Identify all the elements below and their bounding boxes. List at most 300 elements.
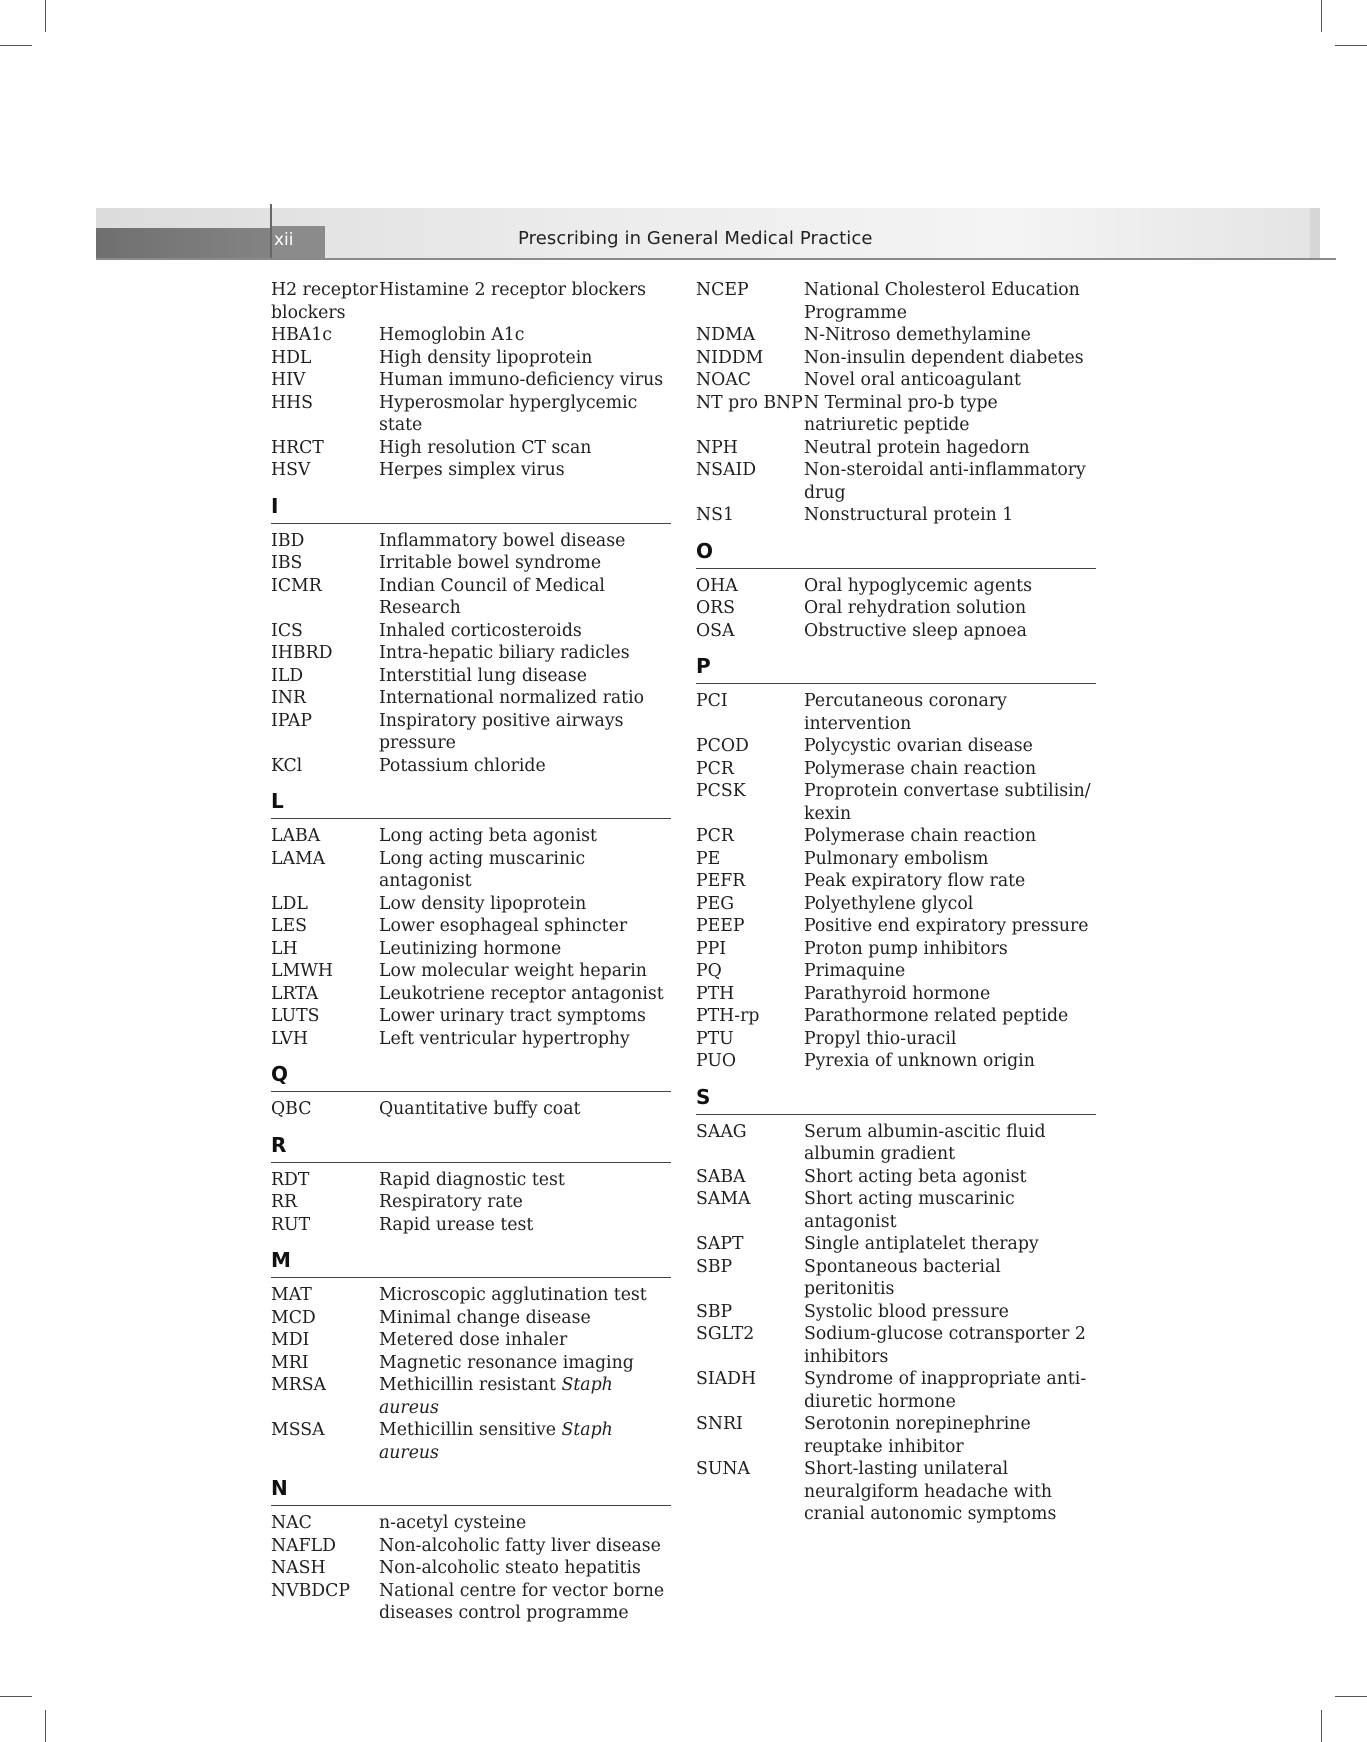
page-number: xii bbox=[274, 230, 294, 250]
abbreviation: OSA bbox=[696, 620, 735, 641]
abbreviation-row bbox=[271, 324, 671, 347]
abbreviation-row bbox=[271, 1374, 671, 1419]
definition-text: N-Nitroso demethylamine bbox=[804, 325, 1031, 345]
abbreviation: IPAP bbox=[271, 710, 312, 731]
abbreviation: NCEP bbox=[696, 280, 749, 300]
definition-text: Magnetic resonance imaging bbox=[379, 1352, 634, 1373]
definition bbox=[804, 915, 1096, 938]
definition-text: Short acting beta agonist bbox=[804, 1166, 1027, 1187]
definition bbox=[804, 1121, 1096, 1166]
abbreviation: SAAG bbox=[696, 1121, 747, 1142]
abbreviation: PPI bbox=[696, 938, 727, 959]
abbreviation-row bbox=[696, 1256, 1096, 1301]
crop-mark-top-right-v bbox=[1321, 0, 1322, 32]
abbreviation: NVBDCP bbox=[271, 1580, 351, 1601]
abbreviation: SAMA bbox=[696, 1189, 751, 1209]
abbreviation-row bbox=[271, 665, 671, 688]
abbreviation-row bbox=[696, 597, 1096, 620]
definition bbox=[379, 848, 671, 893]
definition-text: Obstructive sleep apnoea bbox=[804, 620, 1027, 641]
definition-text: International normalized ratio bbox=[379, 688, 645, 708]
definition bbox=[804, 1050, 1096, 1073]
abbreviation: LAMA bbox=[271, 848, 326, 869]
abbreviation: KCl bbox=[271, 755, 303, 776]
definition bbox=[804, 870, 1096, 893]
definition-text: Herpes simplex virus bbox=[379, 460, 565, 480]
abbreviation: PUO bbox=[696, 1051, 737, 1071]
definition-text: Methicillin sensitive bbox=[379, 1420, 557, 1440]
abbreviation-row bbox=[696, 1368, 1096, 1413]
abbreviation: MSSA bbox=[271, 1420, 325, 1440]
definition-text: National Cholesterol Education Programme bbox=[804, 280, 1080, 323]
abbreviation-row bbox=[696, 938, 1096, 961]
abbreviation: PEFR bbox=[696, 871, 746, 891]
abbreviation: IHBRD bbox=[271, 643, 333, 663]
definition bbox=[379, 1557, 671, 1580]
definition-text: Parathyroid hormone bbox=[804, 983, 991, 1004]
abbreviation-row bbox=[271, 960, 671, 983]
definition bbox=[804, 1028, 1096, 1051]
definition bbox=[804, 1005, 1096, 1028]
definition bbox=[804, 347, 1096, 370]
definition-text: Polymerase chain reaction bbox=[804, 826, 1037, 846]
abbreviation: SBP bbox=[696, 1301, 733, 1322]
abbreviation-row bbox=[696, 893, 1096, 916]
abbreviation-row bbox=[271, 392, 671, 437]
definition bbox=[379, 369, 671, 392]
definition bbox=[804, 848, 1096, 871]
abbreviation-row bbox=[696, 392, 1096, 437]
abbreviation: SNRI bbox=[696, 1414, 743, 1434]
definition-text: Non-insulin dependent diabetes bbox=[804, 347, 1084, 368]
abbreviation: MRSA bbox=[271, 1375, 327, 1395]
definition bbox=[379, 620, 671, 643]
definition-text: Metered dose inhaler bbox=[379, 1330, 568, 1350]
abbreviation-section bbox=[271, 279, 671, 482]
section-letter-heading: M bbox=[271, 1236, 671, 1278]
definition-text: Sodium-glucose cotransporter 2 inhibitors bbox=[804, 1324, 1086, 1367]
abbreviation-row bbox=[696, 575, 1096, 598]
definition bbox=[804, 960, 1096, 983]
definition bbox=[804, 825, 1096, 848]
definition-text: Spontaneous bacterial peritonitis bbox=[804, 1256, 1001, 1299]
abbreviation: NASH bbox=[271, 1558, 326, 1578]
abbreviation: NAFLD bbox=[271, 1535, 336, 1556]
definition bbox=[379, 437, 671, 460]
abbreviation-section bbox=[271, 1121, 671, 1237]
abbreviation: SAPT bbox=[696, 1234, 744, 1254]
definition-text: Histamine 2 receptor blockers bbox=[379, 280, 647, 300]
abbreviation: IBS bbox=[271, 553, 303, 573]
definition bbox=[804, 1166, 1096, 1189]
abbreviation-section bbox=[271, 1464, 671, 1625]
abbreviation: QBC bbox=[271, 1099, 312, 1119]
abbreviation-row bbox=[271, 710, 671, 755]
definition-text: Short-lasting unilateral neuralgiform headache with cranial autonomic symptoms bbox=[804, 1459, 1057, 1524]
definition-text: Polymerase chain reaction bbox=[804, 758, 1037, 779]
definition bbox=[379, 893, 671, 916]
section-letter-heading: L bbox=[271, 777, 671, 819]
abbreviation-row bbox=[271, 1419, 671, 1464]
definition-text: Systolic blood pressure bbox=[804, 1301, 1009, 1322]
abbreviation: RR bbox=[271, 1192, 298, 1212]
header-rule bbox=[96, 258, 1336, 260]
abbreviation: PCI bbox=[696, 691, 728, 711]
definition-italic: Staph aureus bbox=[379, 1375, 613, 1418]
abbreviation-row bbox=[271, 1169, 671, 1192]
abbreviation-section bbox=[696, 527, 1096, 643]
abbreviation: HHS bbox=[271, 392, 313, 413]
definition-text: Potassium chloride bbox=[379, 755, 546, 776]
definition-text: Proprotein convertase subtilisin/ kexin bbox=[804, 781, 1091, 824]
crop-mark-bottom-left-v bbox=[45, 1710, 46, 1742]
abbreviation: blockers bbox=[271, 302, 346, 323]
definition-text: Primaquine bbox=[804, 961, 906, 981]
definition bbox=[804, 459, 1096, 504]
section-letter-heading: S bbox=[696, 1073, 1096, 1115]
abbreviation-row bbox=[696, 758, 1096, 781]
abbreviation-row bbox=[696, 1301, 1096, 1324]
definition-text: Indian Council of Medical Research bbox=[379, 575, 605, 618]
abbreviation: IBD bbox=[271, 530, 305, 551]
abbreviation-row bbox=[271, 1005, 671, 1028]
abbreviation-row bbox=[271, 687, 671, 710]
abbreviation: ICS bbox=[271, 620, 303, 641]
section-letter-heading: Q bbox=[271, 1050, 671, 1092]
abbreviation: HBA1c bbox=[271, 325, 332, 345]
abbreviation-row bbox=[271, 1214, 671, 1237]
definition bbox=[804, 1233, 1096, 1256]
abbreviation: NT pro BNP bbox=[696, 392, 803, 413]
abbreviation: SUNA bbox=[696, 1459, 751, 1479]
definition-text: Microscopic agglutination test bbox=[379, 1285, 647, 1305]
abbreviation: NAC bbox=[271, 1513, 312, 1533]
abbreviation-row bbox=[696, 437, 1096, 460]
definition-text: High resolution CT scan bbox=[379, 437, 592, 458]
abbreviation: PCR bbox=[696, 758, 734, 779]
definition bbox=[379, 983, 671, 1006]
abbreviation: LDL bbox=[271, 893, 308, 914]
definition-text: Low density lipoprotein bbox=[379, 893, 587, 914]
abbreviation-row bbox=[696, 1166, 1096, 1189]
definition bbox=[804, 437, 1096, 460]
definition-text: Inflammatory bowel disease bbox=[379, 530, 626, 551]
definition-text: Nonstructural protein 1 bbox=[804, 505, 1014, 525]
definition-text: Propyl thio-uracil bbox=[804, 1028, 957, 1049]
abbreviation-row bbox=[696, 459, 1096, 504]
definition-text: Non-steroidal anti-inflammatory drug bbox=[804, 460, 1086, 503]
abbreviation: PQ bbox=[696, 961, 722, 981]
definition-text: Syndrome of inappropriate anti-diuretic hormone bbox=[804, 1369, 1087, 1412]
abbreviation-row bbox=[696, 735, 1096, 758]
definition-text: Left ventricular hypertrophy bbox=[379, 1028, 630, 1049]
abbreviation: MAT bbox=[271, 1285, 312, 1305]
definition bbox=[379, 755, 671, 778]
definition bbox=[804, 1323, 1096, 1368]
abbreviation: NOAC bbox=[696, 370, 751, 390]
crop-mark-bottom-left-h bbox=[0, 1696, 32, 1697]
definition bbox=[379, 1098, 671, 1121]
definition bbox=[804, 620, 1096, 643]
definition bbox=[379, 575, 671, 620]
abbreviation-row bbox=[271, 938, 671, 961]
abbreviation: HDL bbox=[271, 347, 312, 368]
abbreviation-row bbox=[271, 279, 671, 302]
definition-text: Short acting muscarinic antagonist bbox=[804, 1189, 1015, 1232]
definition-text: Interstitial lung disease bbox=[379, 665, 587, 686]
section-letter-heading: P bbox=[696, 642, 1096, 684]
abbreviation: RUT bbox=[271, 1214, 311, 1235]
abbreviation-row bbox=[271, 369, 671, 392]
abbreviation-row bbox=[271, 1191, 671, 1214]
abbreviation: RDT bbox=[271, 1169, 310, 1190]
definition bbox=[379, 1169, 671, 1192]
definition-text: Peak expiratory flow rate bbox=[804, 871, 1026, 891]
definition bbox=[379, 1329, 671, 1352]
definition bbox=[379, 1374, 671, 1419]
definition-text: Methicillin resistant bbox=[379, 1375, 557, 1395]
definition-text: Long acting beta agonist bbox=[379, 826, 597, 846]
definition-text: Parathormone related peptide bbox=[804, 1006, 1069, 1026]
crop-mark-top-right-h bbox=[1335, 45, 1367, 46]
definition-text: n-acetyl cysteine bbox=[379, 1513, 527, 1533]
definition bbox=[804, 324, 1096, 347]
definition-text: Lower urinary tract symptoms bbox=[379, 1006, 646, 1026]
abbreviation-row bbox=[271, 893, 671, 916]
definition-text: Minimal change disease bbox=[379, 1307, 591, 1328]
abbreviation: SABA bbox=[696, 1166, 746, 1187]
abbreviation-row bbox=[271, 552, 671, 575]
section-letter-heading: O bbox=[696, 527, 1096, 569]
definition-italic: Staph aureus bbox=[379, 1420, 613, 1463]
abbreviation-row bbox=[271, 915, 671, 938]
definition bbox=[804, 1256, 1096, 1301]
definition-text: Rapid urease test bbox=[379, 1214, 534, 1235]
abbreviation-row bbox=[271, 1098, 671, 1121]
definition bbox=[379, 665, 671, 688]
abbreviation-row bbox=[271, 620, 671, 643]
abbreviation: PCR bbox=[696, 826, 734, 846]
abbreviation: LES bbox=[271, 916, 307, 936]
definition-text: Leutinizing hormone bbox=[379, 938, 562, 959]
definition bbox=[379, 960, 671, 983]
abbreviation: LH bbox=[271, 938, 298, 959]
definition-text: Inhaled corticosteroids bbox=[379, 620, 582, 641]
definition-text: Low molecular weight heparin bbox=[379, 961, 647, 981]
definition-text: Percutaneous coronary intervention bbox=[804, 691, 1007, 734]
definition bbox=[379, 347, 671, 370]
definition-text: Non-alcoholic fatty liver disease bbox=[379, 1535, 661, 1556]
abbreviation-section bbox=[696, 1073, 1096, 1526]
abbreviation-row bbox=[271, 1580, 671, 1625]
abbreviation-row bbox=[696, 279, 1096, 324]
definition-text: Polyethylene glycol bbox=[804, 893, 974, 914]
definition bbox=[804, 758, 1096, 781]
definition-text: Proton pump inhibitors bbox=[804, 938, 1008, 959]
abbreviation-row bbox=[271, 530, 671, 553]
abbreviation-row bbox=[696, 1005, 1096, 1028]
abbreviation-row bbox=[696, 1458, 1096, 1526]
definition-text: Serotonin norepinephrine reuptake inhibitor bbox=[804, 1414, 1031, 1457]
definition bbox=[379, 302, 671, 325]
abbreviation-row bbox=[696, 1413, 1096, 1458]
definition-text: Hyperosmolar hyperglycemic state bbox=[379, 392, 638, 435]
definition-text: Lower esophageal sphincter bbox=[379, 916, 628, 936]
abbreviation: NSAID bbox=[696, 460, 757, 480]
abbreviation: LVH bbox=[271, 1028, 308, 1049]
definition bbox=[379, 1028, 671, 1051]
definition-text: High density lipoprotein bbox=[379, 347, 593, 368]
abbreviation-row bbox=[271, 1557, 671, 1580]
abbreviation-section bbox=[696, 279, 1096, 527]
abbreviation: NIDDM bbox=[696, 347, 764, 368]
abbreviation-row bbox=[696, 1028, 1096, 1051]
definition bbox=[804, 279, 1096, 324]
definition bbox=[804, 392, 1096, 437]
definition-text: Long acting muscarinic antagonist bbox=[379, 848, 586, 891]
abbreviation-row bbox=[271, 1512, 671, 1535]
abbreviation: LABA bbox=[271, 826, 321, 846]
abbreviation-row bbox=[271, 825, 671, 848]
definition bbox=[379, 710, 671, 755]
abbreviation-row bbox=[271, 983, 671, 1006]
definition bbox=[379, 1307, 671, 1330]
definition bbox=[804, 690, 1096, 735]
abbreviation-row bbox=[271, 1329, 671, 1352]
abbreviation-row bbox=[696, 960, 1096, 983]
abbreviation: LRTA bbox=[271, 983, 319, 1004]
abbreviation-section bbox=[271, 777, 671, 1050]
abbreviation: INR bbox=[271, 688, 306, 708]
abbreviation-row bbox=[271, 575, 671, 620]
definition-text: Positive end expiratory pressure bbox=[804, 916, 1089, 936]
definition-text: Pulmonary embolism bbox=[804, 848, 989, 869]
abbreviation-row bbox=[271, 459, 671, 482]
abbreviation-row bbox=[696, 780, 1096, 825]
definition bbox=[379, 642, 671, 665]
abbreviation-row bbox=[271, 1028, 671, 1051]
definition bbox=[379, 1512, 671, 1535]
definition bbox=[379, 1005, 671, 1028]
definition bbox=[804, 369, 1096, 392]
definition bbox=[804, 735, 1096, 758]
abbreviation: SBP bbox=[696, 1256, 733, 1277]
definition-text: Quantitative buffy coat bbox=[379, 1099, 581, 1119]
abbreviation: PCSK bbox=[696, 781, 746, 801]
abbreviation-row bbox=[696, 1050, 1096, 1073]
abbreviation: ILD bbox=[271, 665, 304, 686]
definition-text: Hemoglobin A1c bbox=[379, 325, 525, 345]
definition bbox=[804, 780, 1096, 825]
definition-text: N Terminal pro-b type natriuretic peptide bbox=[804, 392, 998, 435]
definition-text: Oral hypoglycemic agents bbox=[804, 575, 1032, 596]
abbreviation: PEEP bbox=[696, 916, 745, 936]
abbreviation: NDMA bbox=[696, 325, 756, 345]
definition-text: National centre for vector borne diseases control programme bbox=[379, 1580, 665, 1623]
definition-text: Rapid diagnostic test bbox=[379, 1169, 565, 1190]
abbreviation-row bbox=[271, 302, 671, 325]
running-header bbox=[96, 208, 1320, 260]
definition bbox=[379, 459, 671, 482]
definition-text: Intra-hepatic biliary radicles bbox=[379, 643, 630, 663]
abbreviation-row bbox=[696, 620, 1096, 643]
definition bbox=[379, 530, 671, 553]
abbreviation-row bbox=[696, 1188, 1096, 1233]
abbreviation-row bbox=[696, 983, 1096, 1006]
abbreviation: SGLT2 bbox=[696, 1324, 755, 1344]
definition bbox=[379, 1191, 671, 1214]
definition bbox=[804, 575, 1096, 598]
abbreviation: HRCT bbox=[271, 437, 324, 458]
abbreviation: SIADH bbox=[696, 1369, 757, 1389]
header-divider bbox=[270, 204, 272, 260]
abbreviation: LUTS bbox=[271, 1006, 320, 1026]
abbreviation: H2 receptor bbox=[271, 280, 378, 300]
definition bbox=[379, 552, 671, 575]
abbreviation: PCOD bbox=[696, 736, 749, 756]
abbreviation: PTU bbox=[696, 1028, 734, 1049]
header-right-tab bbox=[1310, 208, 1320, 258]
definition-text: Respiratory rate bbox=[379, 1192, 523, 1212]
definition-text: Oral rehydration solution bbox=[804, 598, 1027, 618]
abbreviation-row bbox=[271, 1284, 671, 1307]
definition bbox=[379, 1419, 671, 1464]
abbreviation: ICMR bbox=[271, 575, 322, 596]
definition bbox=[379, 1284, 671, 1307]
definition bbox=[804, 1301, 1096, 1324]
definition-text: Leukotriene receptor antagonist bbox=[379, 983, 664, 1004]
abbreviation: OHA bbox=[696, 575, 738, 596]
definition-text: Neutral protein hagedorn bbox=[804, 437, 1030, 458]
abbreviation: LMWH bbox=[271, 961, 334, 981]
abbreviation-row bbox=[696, 1121, 1096, 1166]
abbreviation: ORS bbox=[696, 598, 736, 618]
abbreviation-row bbox=[696, 915, 1096, 938]
definition bbox=[379, 1352, 671, 1375]
abbreviation-section bbox=[271, 1050, 671, 1121]
definition-text: Single antiplatelet therapy bbox=[804, 1234, 1039, 1254]
crop-mark-top-left-v bbox=[45, 0, 46, 32]
definition bbox=[804, 597, 1096, 620]
definition-text: Inspiratory positive airways pressure bbox=[379, 710, 624, 753]
running-title: Prescribing in General Medical Practice bbox=[518, 228, 873, 249]
definition bbox=[379, 915, 671, 938]
abbreviation: PEG bbox=[696, 893, 735, 914]
abbreviation-row bbox=[696, 504, 1096, 527]
definition bbox=[804, 1413, 1096, 1458]
definition bbox=[379, 1214, 671, 1237]
abbreviation-row bbox=[271, 1352, 671, 1375]
left-column bbox=[271, 279, 671, 1625]
section-letter-heading: N bbox=[271, 1464, 671, 1506]
definition bbox=[379, 1580, 671, 1625]
abbreviation-row bbox=[271, 642, 671, 665]
abbreviation-row bbox=[696, 825, 1096, 848]
crop-mark-bottom-right-h bbox=[1335, 1696, 1367, 1697]
abbreviation-row bbox=[271, 755, 671, 778]
abbreviation-row bbox=[271, 1535, 671, 1558]
abbreviation: HIV bbox=[271, 370, 306, 390]
definition bbox=[379, 687, 671, 710]
abbreviation-row bbox=[696, 870, 1096, 893]
definition bbox=[379, 324, 671, 347]
crop-mark-bottom-right-v bbox=[1321, 1710, 1322, 1742]
definition-text: Non-alcoholic steato hepatitis bbox=[379, 1558, 641, 1578]
definition-text: Irritable bowel syndrome bbox=[379, 553, 602, 573]
definition bbox=[804, 504, 1096, 527]
definition bbox=[379, 938, 671, 961]
abbreviation: PTH bbox=[696, 983, 735, 1004]
